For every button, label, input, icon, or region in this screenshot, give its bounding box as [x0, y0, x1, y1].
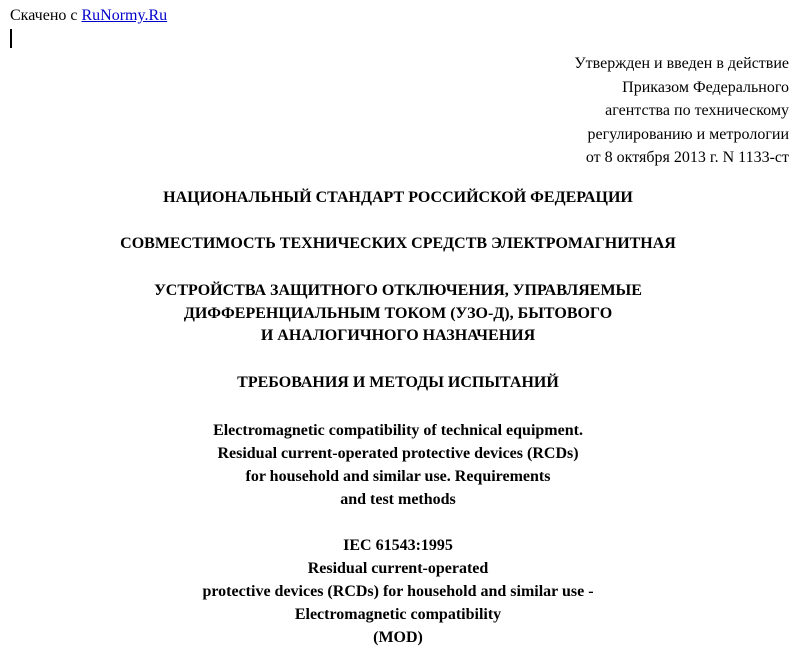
compatibility-heading: СОВМЕСТИМОСТЬ ТЕХНИЧЕСКИХ СРЕДСТВ ЭЛЕКТРОМАГНИТНАЯ: [120, 235, 676, 252]
approval-line: Утвержден и введен в действие: [574, 55, 789, 72]
approval-block: [369, 52, 789, 170]
download-source-line: [10, 6, 167, 26]
download-prefix: Скачено с: [10, 7, 82, 24]
approval-line: агентства по техническому: [605, 102, 789, 119]
approval-line: регулированию и метрологии: [587, 125, 789, 143]
text-cursor: [10, 29, 12, 48]
devices-heading: УСТРОЙСТВА ЗАЩИТНОГО ОТКЛЮЧЕНИЯ, УПРАВЛЯЕМЫЕ ДИФФЕРЕНЦИАЛЬНЫМ ТОКОМ (УЗО-Д), БЫТОВОГО И АНАЛОГИЧНОГО НАЗНАЧЕНИЯ: [154, 282, 642, 344]
english-title-block: Electromagnetic compatibility of technical equipment. Residual current-operated protective devices (RCDs) for household and similar use. Requirements and test methods: [213, 422, 583, 508]
national-standard-heading: НАЦИОНАЛЬНЫЙ СТАНДАРТ РОССИЙСКОЙ ФЕДЕРАЦИИ: [163, 189, 633, 206]
approval-line: Приказом Федерального: [622, 78, 789, 96]
iec-reference-block: IEC 61543:1995 Residual current-operated protective devices (RCDs) for household and similar use - Electromagnetic compatibility (MOD): [202, 537, 594, 646]
runormy-link[interactable]: RuNormy.Ru: [81, 7, 168, 24]
requirements-heading: ТРЕБОВАНИЯ И МЕТОДЫ ИСПЫТАНИЙ: [237, 374, 559, 391]
approval-line: от 8 октября 2013 г. N 1133-ст: [585, 149, 789, 166]
